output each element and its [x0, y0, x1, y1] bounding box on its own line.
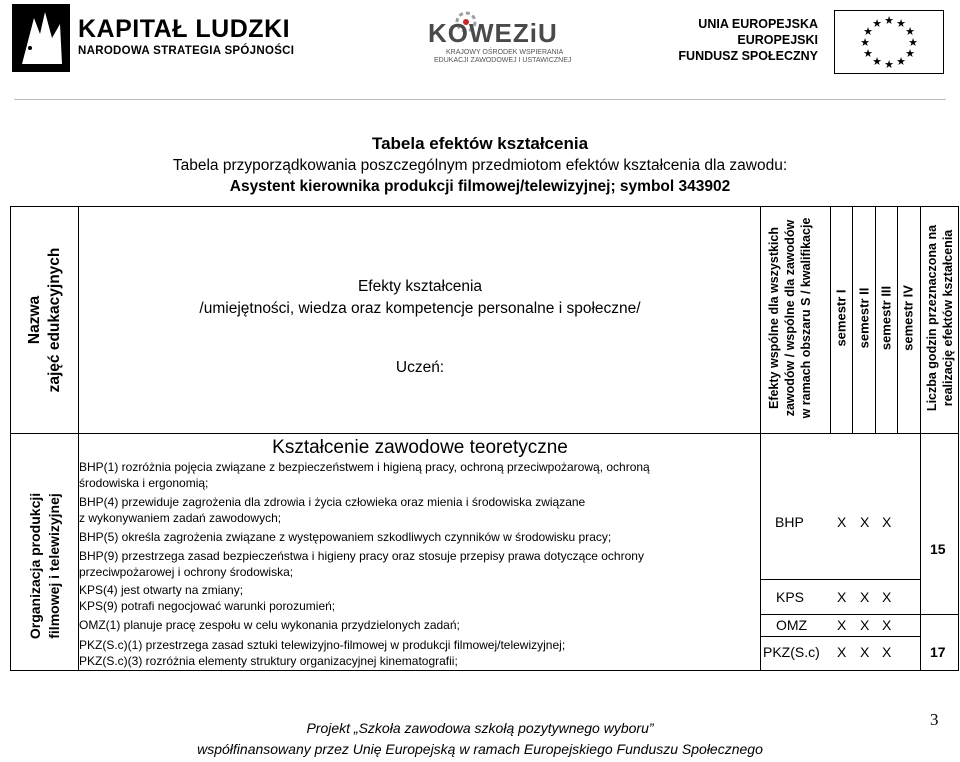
effect-line: KPS(9) potrafi negocjować warunki porozumień; — [79, 599, 336, 613]
svg-text:★: ★ — [884, 58, 894, 71]
svg-text:★: ★ — [908, 36, 918, 49]
effect-line: PKZ(S.c)(3) rozróżnia elementy struktury organizacyjnej kinematografii; — [79, 654, 458, 668]
svg-text:★: ★ — [905, 47, 915, 60]
section-title: Kształcenie zawodowe teoretyczne — [272, 437, 568, 458]
header-hours: Liczba godzin przeznaczona na realizację efektów kształcenia — [925, 224, 955, 412]
semester-2-mark: X — [837, 589, 847, 605]
semester-4-mark: X — [882, 514, 892, 530]
effect-line: BHP(9) przestrzega zasad bezpieczeństwa i higieny pracy oraz stosuje przepisy prawa dotyczące ochrony — [79, 549, 644, 563]
header-semester-1: semestr I — [833, 289, 849, 347]
svg-text:★: ★ — [896, 17, 906, 30]
svg-text:★: ★ — [860, 36, 870, 49]
header-semester-2: semestr II — [856, 287, 872, 349]
common-effect-code: OMZ — [776, 617, 808, 633]
hours-value: 15 — [930, 541, 946, 557]
footer-funding: współfinansowany przez Unię Europejską w ramach Europejskiego Funduszu Społecznego — [197, 741, 763, 757]
kowezu-line-1: KRAJOWY OŚRODEK WSPIERANIA — [446, 49, 564, 56]
effect-line: OMZ(1) planuje pracę zespołu w celu wykonania przydzielonych zadań; — [79, 618, 460, 632]
header-common-effects: Efekty wspólne dla wszystkich zawodów / wspólne dla zawodów w ramach obszaru S / kwalifikacje — [767, 217, 813, 419]
effect-line: PKZ(S.c)(1) przestrzega zasad sztuki telewizyjno-filmowej w produkcji filmowej/telewizyjnej; — [79, 638, 566, 652]
svg-text:★: ★ — [872, 17, 882, 30]
hours-value: 17 — [930, 644, 946, 660]
header-uczen: Uczeń: — [395, 359, 445, 376]
profession-title: Asystent kierownika produkcji filmowej/telewizyjnej; symbol 343902 — [229, 178, 731, 195]
header-semester-3: semestr III — [878, 285, 894, 351]
effect-line: BHP(1) rozróżnia pojęcia związane z bezpieczeństwem i higieną pracy, ochroną przeciwpożarową, ochroną — [79, 460, 650, 474]
effect-line: przeciwpożarowej i ochrony środowiska; — [79, 565, 294, 579]
header-effects-title: Efekty kształcenia — [357, 278, 483, 295]
common-effect-code: BHP — [775, 514, 804, 530]
common-effect-code: KPS — [776, 589, 805, 605]
header-subject-name: Nazwa zajęć edukacyjnych — [26, 247, 63, 393]
effect-line: KPS(4) jest otwarty na zmiany; — [79, 583, 244, 597]
subject-name: Organizacja produkcji filmowej i telewizyjnej — [27, 492, 62, 640]
svg-text:★: ★ — [872, 55, 882, 68]
semester-3-mark: X — [860, 644, 870, 660]
footer-project: Projekt „Szkoła zawodowa szkołą pozytywnego wyboru” — [306, 720, 654, 736]
effect-line: BHP(5) określa zagrożenia związane z występowaniem szkodliwych czynników w środowisku pracy; — [79, 530, 612, 544]
semester-4-mark: X — [882, 617, 892, 633]
eu-line-1: UNIA EUROPEJSKA — [698, 17, 818, 31]
semester-2-mark: X — [837, 514, 847, 530]
eu-line-2: EUROPEJSKI — [737, 33, 818, 47]
effect-line: z wykonywaniem zadań zawodowych; — [79, 511, 282, 525]
kapital-ludzki-title: KAPITAŁ LUDZKI — [78, 15, 291, 43]
header-semester-4: semestr IV — [900, 285, 916, 351]
semester-3-mark: X — [860, 617, 870, 633]
semester-4-mark: X — [882, 589, 892, 605]
header-effects-description: /umiejętności, wiedza oraz kompetencje personalne i społeczne/ — [199, 300, 641, 317]
semester-2-mark: X — [837, 644, 847, 660]
svg-text:★: ★ — [884, 14, 894, 27]
kowezu-name: KOWEZiU — [428, 18, 558, 48]
effect-line: BHP(4) przewiduje zagrożenia dla zdrowia i życia człowieka oraz mienia i środowiska związane — [79, 495, 586, 509]
eu-line-3: FUNDUSZ SPOŁECZNY — [678, 49, 818, 63]
kapital-ludzki-subtitle: NARODOWA STRATEGIA SPÓJNOŚCI — [78, 45, 295, 57]
svg-text:★: ★ — [896, 55, 906, 68]
svg-text:★: ★ — [863, 25, 873, 38]
semester-2-mark: X — [837, 617, 847, 633]
common-effect-code: PKZ(S.c) — [763, 644, 820, 660]
kowezu-line-2: EDUKACJI ZAWODOWEJ I USTAWICZNEJ — [434, 57, 572, 64]
document-subtitle: Tabela przyporządkowania poszczególnym przedmiotom efektów kształcenia dla zawodu: — [172, 157, 788, 174]
svg-text:★: ★ — [863, 47, 873, 60]
svg-text:★: ★ — [905, 25, 915, 38]
semester-3-mark: X — [860, 589, 870, 605]
effect-line: środowiska i ergonomią; — [79, 476, 209, 490]
semester-4-mark: X — [882, 644, 892, 660]
document-title: Tabela efektów kształcenia — [371, 134, 589, 153]
page-number: 3 — [930, 710, 939, 729]
semester-3-mark: X — [860, 514, 870, 530]
